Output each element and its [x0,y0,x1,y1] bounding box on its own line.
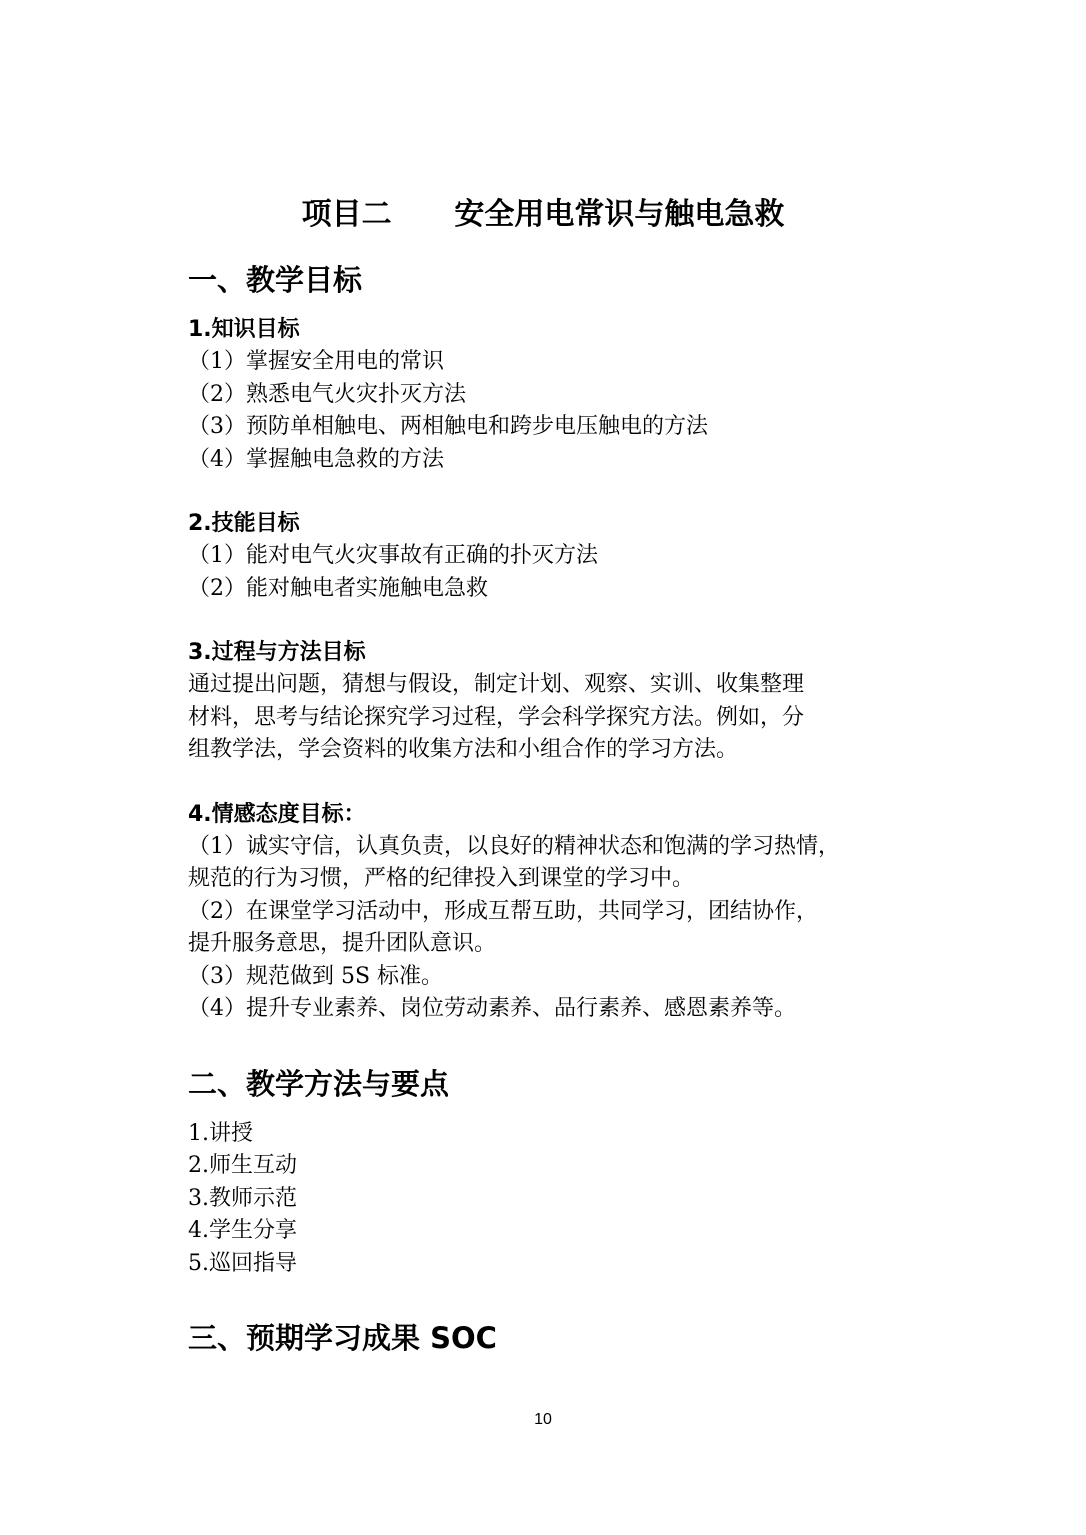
paragraph-line: （1）诚实守信，认真负责，以良好的精神状态和饱满的学习热情， [188,833,840,859]
section-heading-expected-outcomes: 三、预期学习成果 SOC [188,1321,497,1355]
list-item: （4）掌握触电急救的方法 [188,446,444,472]
list-item: （2）熟悉电气火灾扑灭方法 [188,381,466,407]
list-item: （2）能对触电者实施触电急救 [188,575,488,601]
skill-objectives [188,508,898,605]
attitude-objectives-heading: 4.情感态度目标： [188,801,366,827]
attitude-objectives [188,799,898,1026]
list-item: 3.教师示范 [188,1185,297,1211]
paragraph-line: 通过提出问题，猜想与假设，制定计划、观察、实训、收集整理 [188,672,805,697]
document-body [188,258,898,1372]
paragraph-line: 组教学法，学会资料的收集方法和小组合作的学习方法。 [188,737,739,762]
list-item: 4.学生分享 [188,1218,297,1243]
list-item: 5.巡回指导 [188,1250,297,1276]
list-item: （3）预防单相触电、两相触电和跨步电压触电的方法 [188,414,708,439]
list-item: 1.讲授 [188,1120,253,1146]
paragraph-line: （2）在课堂学习活动中，形成互帮互助，共同学习，团结协作， [188,898,818,924]
list-item: （1）能对电气火灾事故有正确的扑灭方法 [188,543,598,568]
paragraph-line: 规范的行为习惯，严格的纪律投入到课堂的学习中。 [188,866,695,891]
paragraph-line: 材料，思考与结论探究学习过程，学会科学探究方法。例如，分 [188,704,805,730]
skill-objectives-heading: 2.技能目标 [188,511,300,536]
section-heading-teaching-methods: 二、教学方法与要点 [188,1066,450,1101]
list-item: （1）掌握安全用电的常识 [188,349,444,374]
process-method-objectives [188,637,898,767]
knowledge-objectives-heading: 1.知识目标 [188,317,300,342]
document-title: 项目二 安全用电常识与触电急救 [301,197,785,232]
paragraph-line: （4）提升专业素养、岗位劳动素养、品行素养、感恩素养等。 [188,996,796,1021]
paragraph-line: （3）规范做到 5S 标准。 [188,963,444,989]
paragraph-line: 提升服务意思，提升团队意识。 [188,931,497,956]
process-method-heading: 3.过程与方法目标 [188,640,366,665]
page-number: 10 [534,1411,552,1428]
list-item: 2.师生互动 [188,1153,297,1178]
teaching-methods-list [188,1118,898,1281]
section-heading-teaching-objectives: 一、教学目标 [188,263,363,297]
knowledge-objectives [188,314,898,476]
